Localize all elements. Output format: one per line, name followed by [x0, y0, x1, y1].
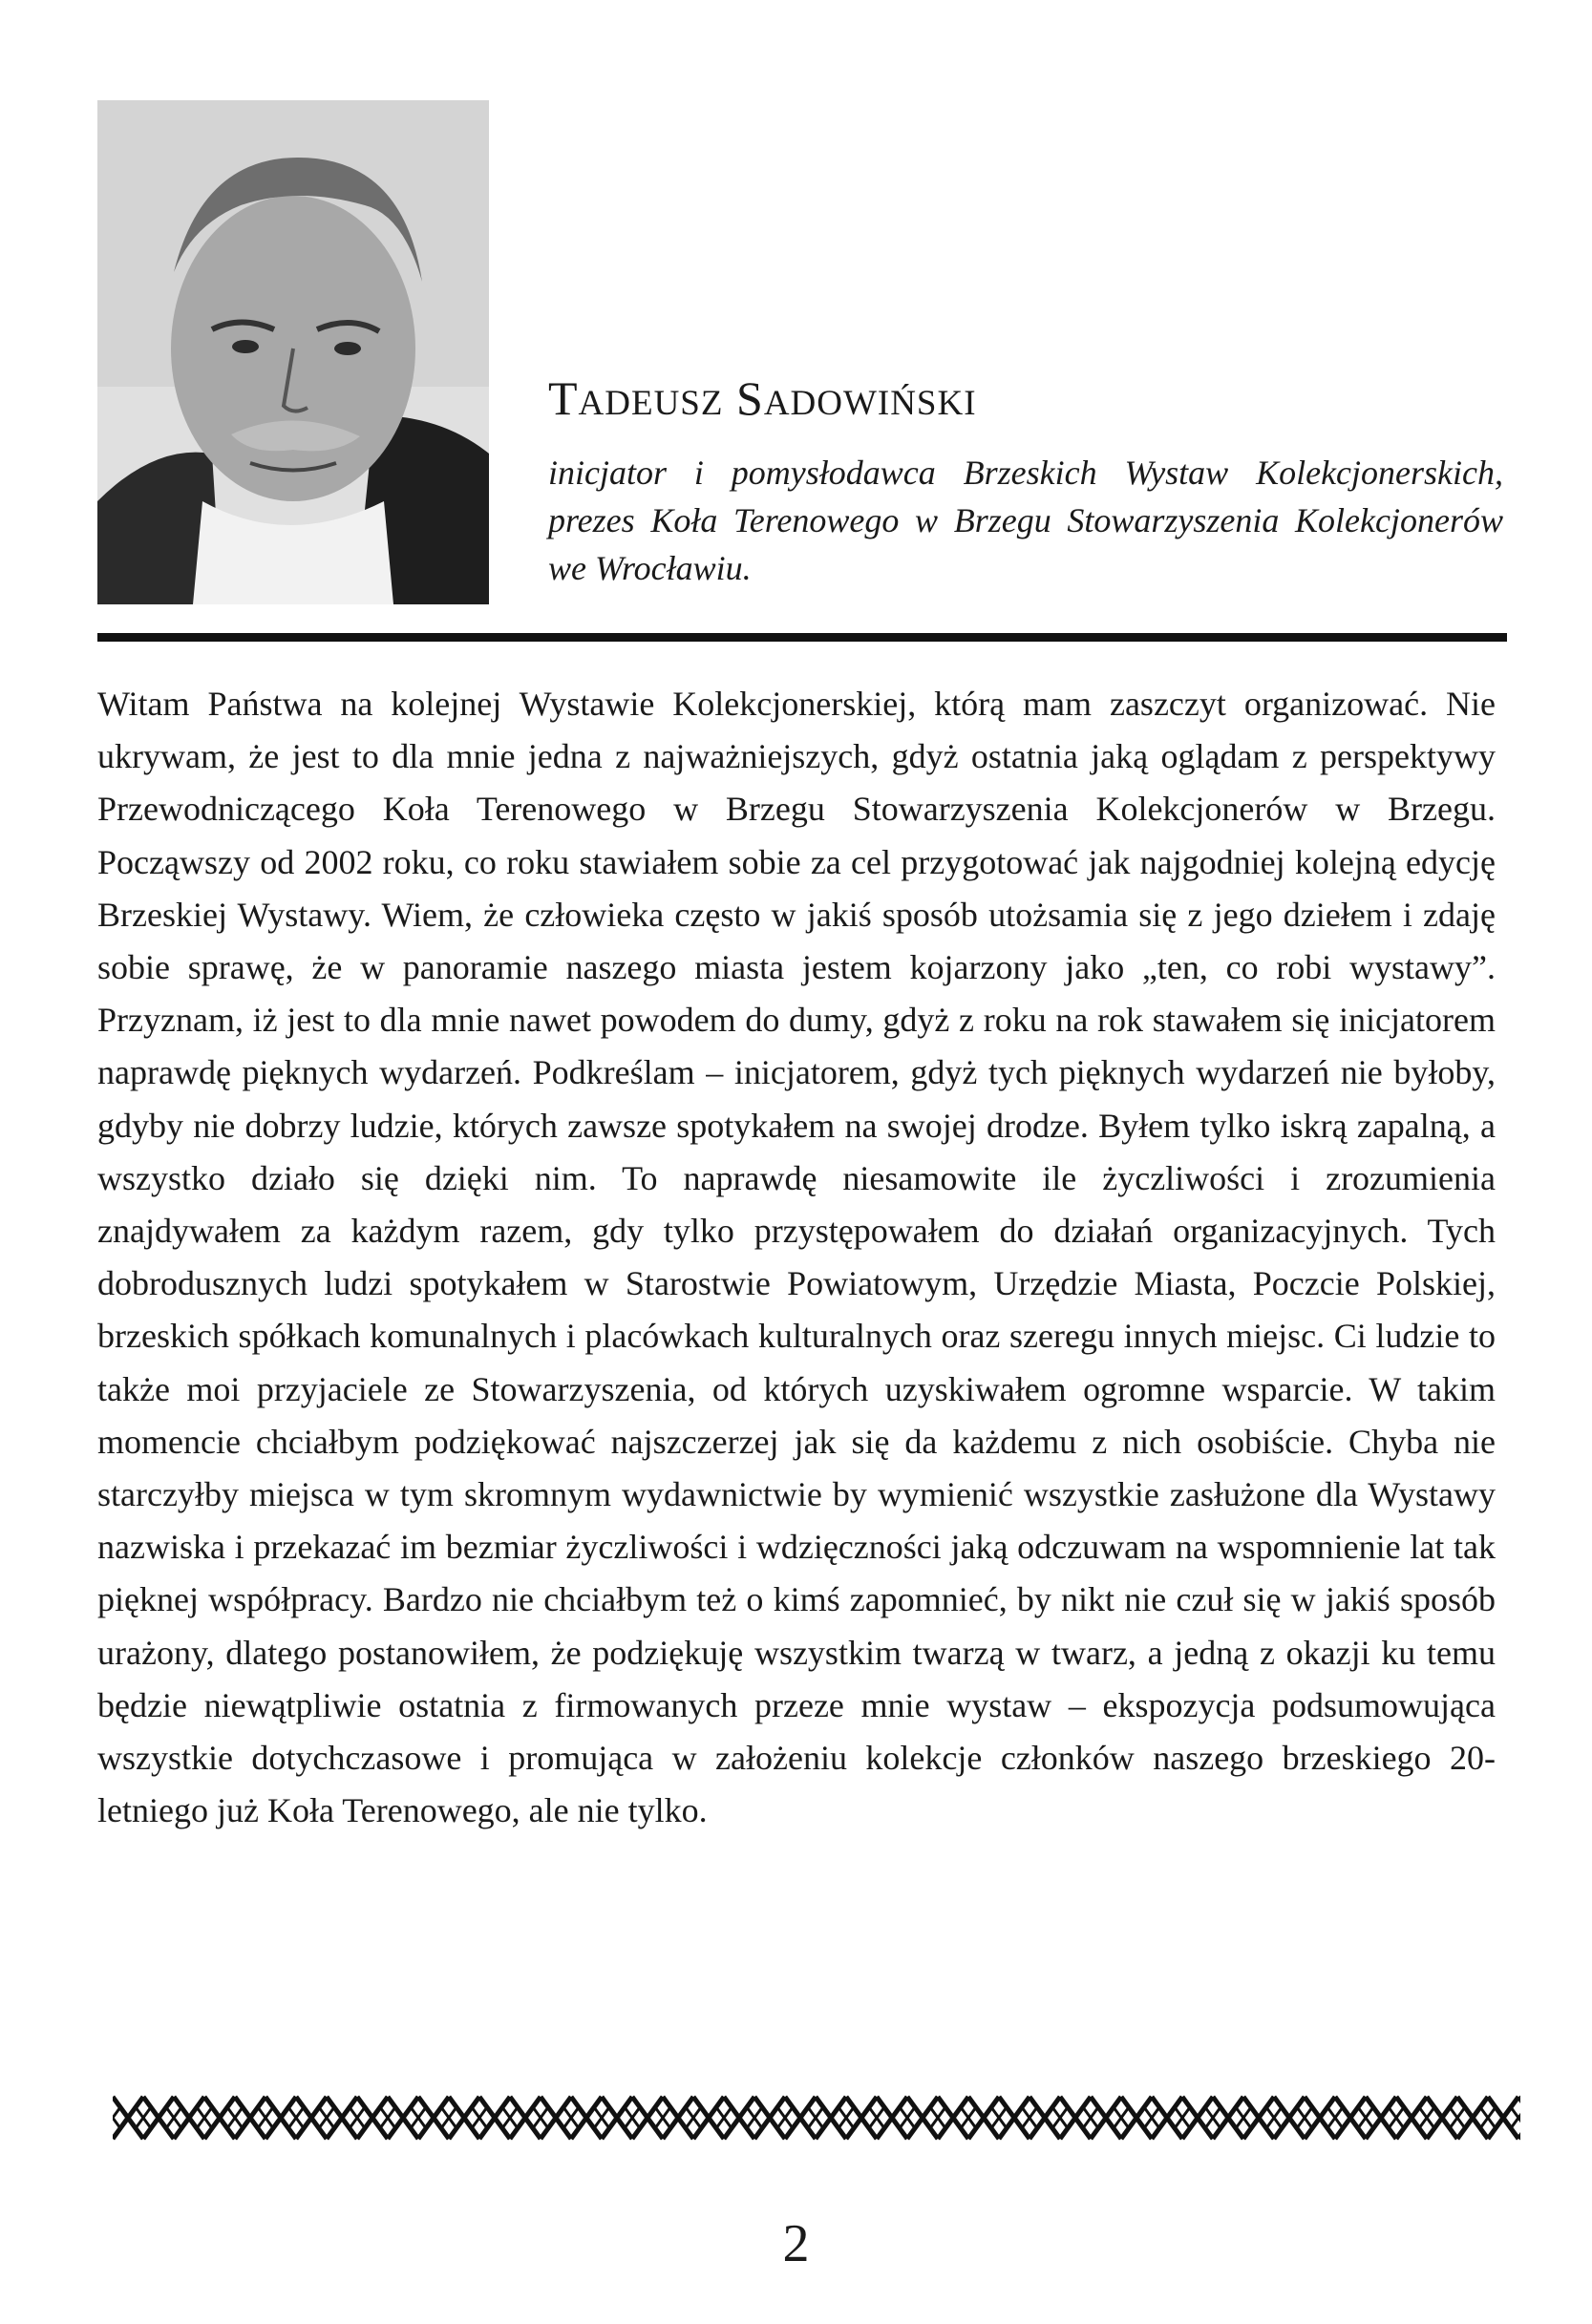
- author-name: TADEUSZ SADOWIŃSKI: [548, 371, 977, 425]
- header-divider: [97, 633, 1507, 642]
- welcome-paragraph: Witam Państwa na kolejnej Wystawie Kolekcjonerskiej, którą mam zaszczyt organizować. Nie ukrywam, że jest to dla mnie jedna z najważniejszych, gdyż ostatnia jaką oglądam z perspektywy Przewodniczącego Koła Terenowego w Brzegu Stowarzyszenia Kolekcjonerów w Brzegu. Począwszy od 2002 roku, co roku stawiałem sobie za cel przygotować jak najgodniej kolejną edycję Brzeskiej Wystawy. Wiem, że człowieka często w jakiś sposób utożsamia się z jego dziełem i zdaję sobie sprawę, że w panoramie naszego miasta jestem kojarzony jako „ten, co robi wystawy”. Przyznam, iż jest to dla mnie nawet powodem do dumy, gdyż z roku na rok stawałem się inicjatorem naprawdę pięknych wydarzeń. Podkreślam – inicjatorem, gdyż tych pięknych wydarzeń nie byłoby, gdyby nie dobrzy ludzie, których zawsze spotykałem na swojej drodze. Byłem tylko iskrą zapalną, a wszystko działo się dzięki nim. To naprawdę niesamowite ile życzliwości i zrozumienia znajdywałem za każdym razem, gdy tylko przystępowałem do działań organizacyjnych. Tych dobrodusznych ludzi spotykałem w Starostwie Powiatowym, Urzędzie Miasta, Poczcie Polskiej, brzeskich spółkach komunalnych i placówkach kulturalnych oraz szeregu innych miejsc. Ci ludzie to także moi przyjaciele ze Stowarzyszenia, od których uzyskiwałem ogromne wsparcie. W takim momencie chciałbym podziękować najszczerzej jak się da każdemu z nich osobiście. Chyba nie starczyłby miejsca w tym skromnym wydawnictwie by wymienić wszystkie zasłużone dla Wystawy nazwiska i przekazać im bezmiar życzliwości i wdzięczności jaką odczuwam na wspomnienie lat tak pięknej współpracy. Bardzo nie chciałbym też o kimś zapomnieć, by nikt nie czuł się w jakiś sposób urażony, dlatego postanowiłem, że podziękuję wszystkim twarzą w twarz, a jedną z okazji ku temu będzie niewątpliwie ostatnia z firmowanych przeze mnie wystaw – ekspozycja podsumowująca wszystkie dotychczasowe i promująca w założeniu kolekcje członków naszego brzeskiego 20-letniego już Koła Terenowego, ale nie tylko.: [97, 685, 1496, 1830]
- page-number: 2: [782, 2214, 810, 2273]
- author-role-description: inicjator i pomysłodawca Brzeskich Wystaw Kolekcjonerskich, prezes Koła Terenowego w Brzegu Stowarzyszenia Kolekcjonerów we Wrocławiu.: [548, 454, 1503, 587]
- decorative-border-ornament: [113, 2089, 1520, 2146]
- author-portrait-photo: [97, 100, 489, 604]
